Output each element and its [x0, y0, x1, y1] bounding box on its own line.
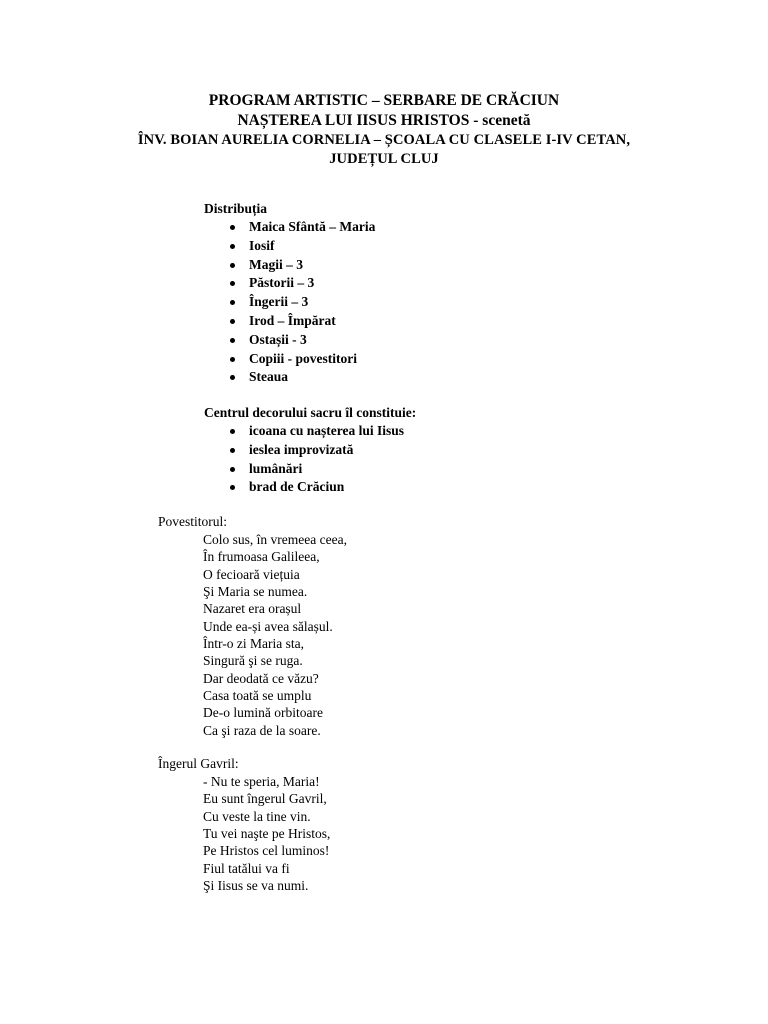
verse-line: În frumoasa Galileea,	[203, 549, 320, 565]
program-title: PROGRAM ARTISTIC – SERBARE DE CRĂCIUN	[208, 92, 560, 109]
verse-line: Dar deodată ce văzu?	[203, 670, 319, 686]
decor-item: ieslea improvizată	[230, 441, 416, 460]
verse-line: De-o lumină orbitoare	[203, 705, 323, 721]
play-title	[0, 111, 768, 131]
verse-line: Tu vei naşte pe Hristos,	[203, 826, 331, 842]
verse-line: Ca şi raza de la soare.	[203, 722, 321, 738]
cast-item: Maica Sfântă – Maria	[230, 218, 375, 237]
verse-line: Cu veste la tine vin.	[203, 808, 311, 824]
cast-item: Steaua	[230, 368, 375, 387]
cast-section	[204, 199, 375, 387]
narrator-block	[158, 513, 347, 739]
verse-line: Într-o zi Maria sta,	[203, 636, 304, 652]
narrator-speaker: Povestitorul:	[158, 514, 228, 529]
cast-title: Distribuția	[204, 201, 268, 216]
decor-item: brad de Crăciun	[230, 478, 416, 497]
verse-line: - Nu te speria, Maria!	[203, 774, 320, 789]
verse-line: Fiul tatălui va fi	[203, 860, 290, 876]
cast-item: Păstorii – 3	[230, 274, 375, 293]
verse-line: Eu sunt îngerul Gavril,	[203, 791, 327, 807]
play-title-suffix: - scenetă	[469, 112, 531, 129]
verse-line: Colo sus, în vremeea ceea,	[203, 532, 347, 547]
decor-item: icoana cu nașterea lui Iisus	[230, 422, 416, 441]
narrator-verse	[158, 531, 347, 739]
decor-title: Centrul decorului sacru îl constituie:	[204, 405, 417, 420]
verse-line: Unde ea-și avea sălașul.	[203, 618, 333, 634]
angel-block	[158, 755, 330, 894]
decor-section	[204, 403, 416, 497]
document-header	[0, 91, 768, 169]
decor-list	[204, 422, 416, 497]
play-title-main: NAȘTEREA LUI IISUS HRISTOS	[237, 112, 470, 129]
cast-item: Ostașii - 3	[230, 331, 375, 350]
verse-line: Nazaret era orașul	[203, 601, 302, 617]
verse-line: Singură şi se ruga.	[203, 653, 303, 669]
county-line: JUDEȚUL CLUJ	[329, 151, 439, 167]
cast-item: Iosif	[230, 237, 375, 256]
angel-speaker: Îngerul Gavril:	[158, 756, 239, 771]
teacher-school-line: ÎNV. BOIAN AURELIA CORNELIA – ȘCOALA CU CLASELE I-IV CETAN,	[137, 132, 631, 148]
angel-verse	[158, 773, 330, 894]
cast-item: Copiii - povestitori	[230, 350, 375, 369]
verse-line: Pe Hristos cel luminos!	[203, 843, 330, 859]
cast-list	[204, 218, 375, 387]
verse-line: Şi Iisus se va numi.	[203, 878, 309, 894]
cast-item: Irod – Împărat	[230, 312, 375, 331]
cast-item: Îngerii – 3	[230, 293, 375, 312]
verse-line: Şi Maria se numea.	[203, 584, 308, 600]
decor-item: lumânări	[230, 460, 416, 479]
verse-line: Casa toată se umplu	[203, 688, 312, 704]
verse-line: O fecioară viețuia	[203, 566, 300, 582]
cast-item: Magii – 3	[230, 256, 375, 275]
